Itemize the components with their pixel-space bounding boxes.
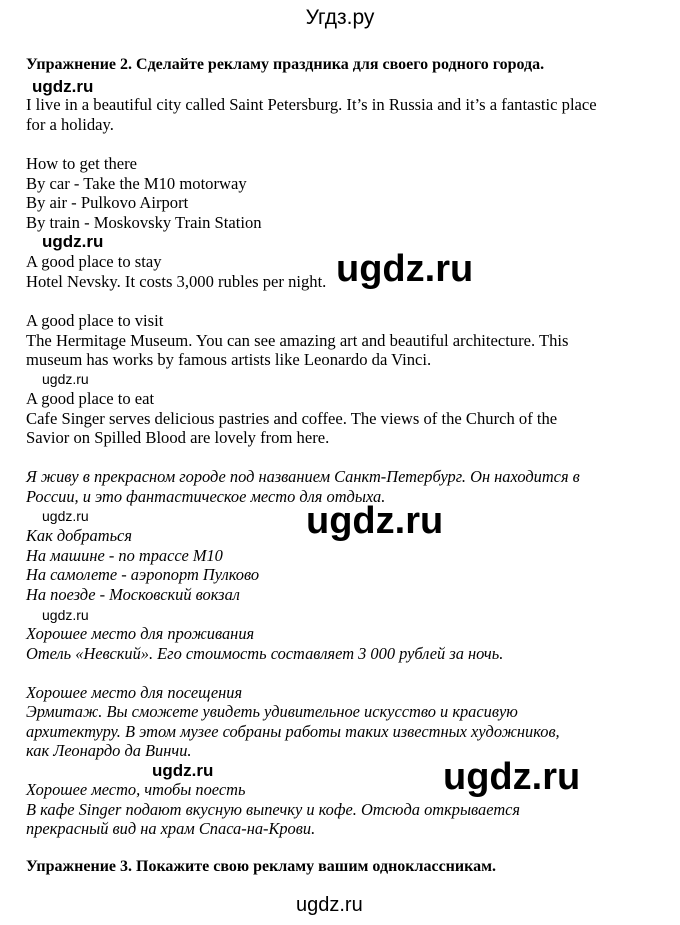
english-line: Hotel Nevsky. It costs 3,000 rubles per night.	[26, 272, 327, 291]
russian-line: Хорошее место для посещения	[26, 683, 243, 702]
russian-line: России, и это фантастическое место для отдыха.	[26, 487, 386, 506]
english-line: By air - Pulkovo Airport	[26, 193, 189, 212]
watermark: ugdz.ru	[443, 756, 581, 798]
russian-line: как Леонардо да Винчи.	[26, 741, 192, 760]
watermark: ugdz.ru	[42, 508, 89, 524]
russian-line: На самолете - аэропорт Пулково	[26, 565, 260, 584]
russian-line: В кафе Singer подают вкусную выпечку и кофе. Отсюда открывается	[26, 800, 521, 819]
russian-line: Я живу в прекрасном городе под названием Санкт-Петербург. Он находится в	[26, 467, 580, 486]
watermark: ugdz.ru	[42, 371, 89, 387]
english-line: A good place to stay	[26, 252, 162, 271]
russian-line: Хорошее место для проживания	[26, 624, 255, 643]
english-line: Cafe Singer serves delicious pastries and coffee. The views of the Church of the	[26, 409, 558, 428]
russian-line: Отель «Невский». Его стоимость составляет 3 000 рублей за ночь.	[26, 644, 504, 663]
english-line: The Hermitage Museum. You can see amazing art and beautiful architecture. This	[26, 331, 569, 350]
watermark: ugdz.ru	[296, 894, 363, 916]
english-line: for a holiday.	[26, 115, 114, 134]
russian-line: архитектуру. В этом музее собраны работы таких известных художников,	[26, 722, 560, 741]
exercise-3-heading: Упражнение 3. Покажите свою рекламу вашим одноклассникам.	[26, 858, 496, 875]
english-line: museum has works by famous artists like Leonardo da Vinci.	[26, 350, 432, 369]
russian-line: На поезде - Московский вокзал	[26, 585, 240, 604]
russian-line: На машине - по трассе М10	[26, 546, 223, 565]
exercise-2-heading: Упражнение 2. Сделайте рекламу праздника для своего родного города.	[26, 56, 545, 73]
russian-line: Как добраться	[26, 526, 132, 545]
russian-line: Эрмитаж. Вы сможете увидеть удивительное искусство и красивую	[26, 702, 518, 721]
watermark: ugdz.ru	[336, 248, 474, 290]
site-title: Угдз.ру	[305, 6, 375, 29]
english-line: By car - Take the M10 motorway	[26, 174, 247, 193]
watermark: ugdz.ru	[32, 77, 94, 96]
english-line: I live in a beautiful city called Saint Petersburg. It’s in Russia and it’s a fantastic place	[26, 95, 597, 114]
watermark: ugdz.ru	[306, 500, 444, 542]
english-line: A good place to visit	[26, 311, 164, 330]
russian-line: Хорошее место, чтобы поесть	[26, 780, 246, 799]
english-line: By train - Moskovsky Train Station	[26, 213, 262, 232]
english-line: How to get there	[26, 154, 138, 173]
watermark: ugdz.ru	[42, 232, 104, 251]
russian-line: прекрасный вид на храм Спаса-на-Крови.	[26, 819, 316, 838]
watermark: ugdz.ru	[152, 761, 214, 780]
english-line: Savior on Spilled Blood are lovely from here.	[26, 428, 330, 447]
english-line: A good place to eat	[26, 389, 155, 408]
watermark: ugdz.ru	[42, 607, 89, 623]
